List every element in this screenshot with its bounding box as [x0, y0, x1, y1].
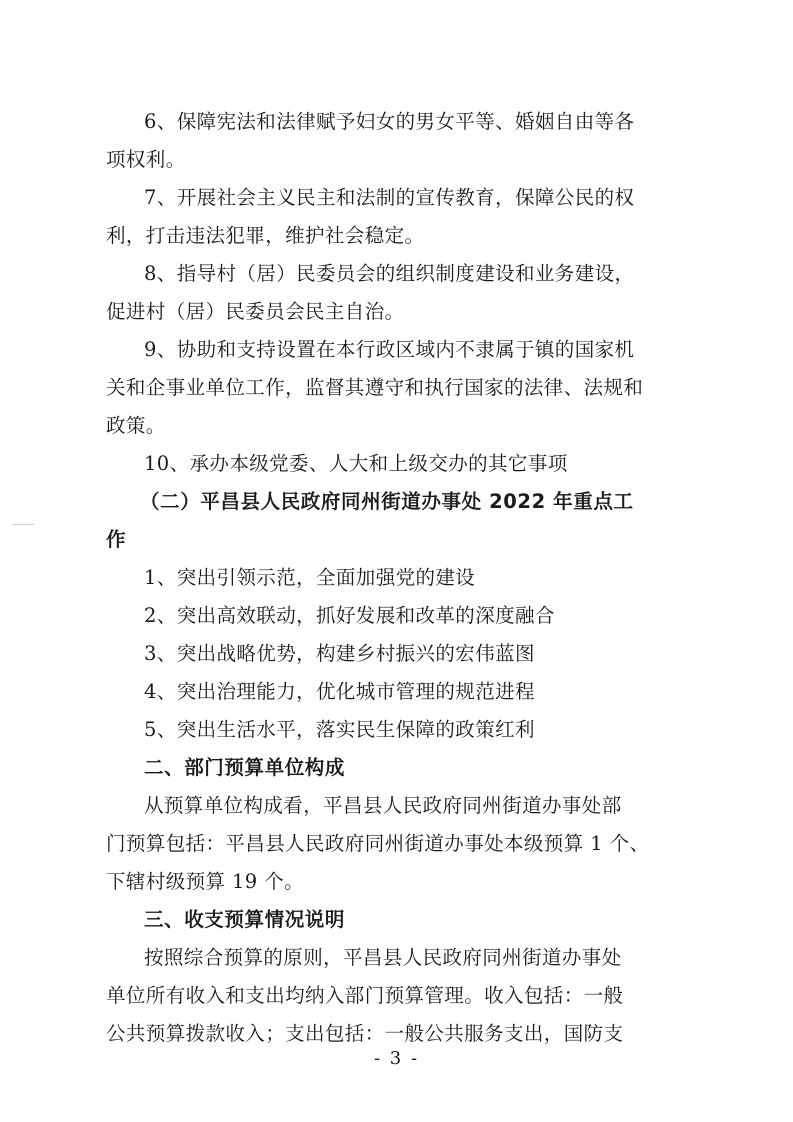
key-work-point-1: 1、突出引领示范，全面加强党的建设	[144, 566, 476, 589]
key-work-point-5: 5、突出生活水平，落实民生保障的政策红利	[144, 718, 535, 741]
item-7-line-2: 利，打击违法犯罪，维护社会稳定。	[106, 224, 425, 247]
item-8-line-1: 8、指导村（居）民委员会的组织制度建设和业务建设，	[144, 262, 635, 285]
item-9-line-2: 关和企事业单位工作，监督其遵守和执行国家的法律、法规和	[106, 376, 644, 399]
page-number: - 3 -	[373, 1048, 420, 1069]
key-work-heading-line-2: 作	[106, 528, 127, 551]
key-work-point-4: 4、突出治理能力，优化城市管理的规范进程	[144, 680, 535, 703]
revenue-para-line-3: 公共预算拨款收入；支出包括：一般公共服务支出，国防支	[106, 1022, 624, 1045]
dept-budget-heading: 二、部门预算单位构成	[144, 756, 346, 779]
dept-budget-para-line-1: 从预算单位构成看，平昌县人民政府同州街道办事处部	[144, 794, 622, 817]
item-9-line-3: 政策。	[106, 414, 166, 437]
dept-budget-para-line-3: 下辖村级预算 19 个。	[106, 870, 305, 893]
revenue-para-line-1: 按照综合预算的原则，平昌县人民政府同州街道办事处	[144, 946, 622, 969]
revenue-para-line-2: 单位所有收入和支出均纳入部门预算管理。收入包括：一般	[106, 984, 624, 1007]
key-work-point-2: 2、突出高效联动，抓好发展和改革的深度融合	[144, 604, 555, 627]
item-10-line-1: 10、承办本级党委、人大和上级交办的其它事项	[144, 452, 568, 475]
item-6-line-1: 6、保障宪法和法律赋予妇女的男女平等、婚姻自由等各	[144, 110, 635, 133]
item-9-line-1: 9、协助和支持设置在本行政区域内不隶属于镇的国家机	[144, 338, 635, 361]
item-8-line-2: 促进村（居）民委员会民主自治。	[106, 300, 405, 323]
item-6-line-2: 项权利。	[106, 148, 186, 171]
revenue-expenditure-heading: 三、收支预算情况说明	[144, 908, 346, 931]
key-work-point-3: 3、突出战略优势，构建乡村振兴的宏伟蓝图	[144, 642, 535, 665]
scan-edge-mark	[12, 524, 34, 525]
dept-budget-para-line-2: 门预算包括：平昌县人民政府同州街道办事处本级预算 1 个、	[106, 832, 650, 855]
key-work-heading-line-1: （二）平昌县人民政府同州街道办事处 2022 年重点工	[140, 490, 634, 513]
item-7-line-1: 7、开展社会主义民主和法制的宣传教育，保障公民的权	[144, 186, 635, 209]
